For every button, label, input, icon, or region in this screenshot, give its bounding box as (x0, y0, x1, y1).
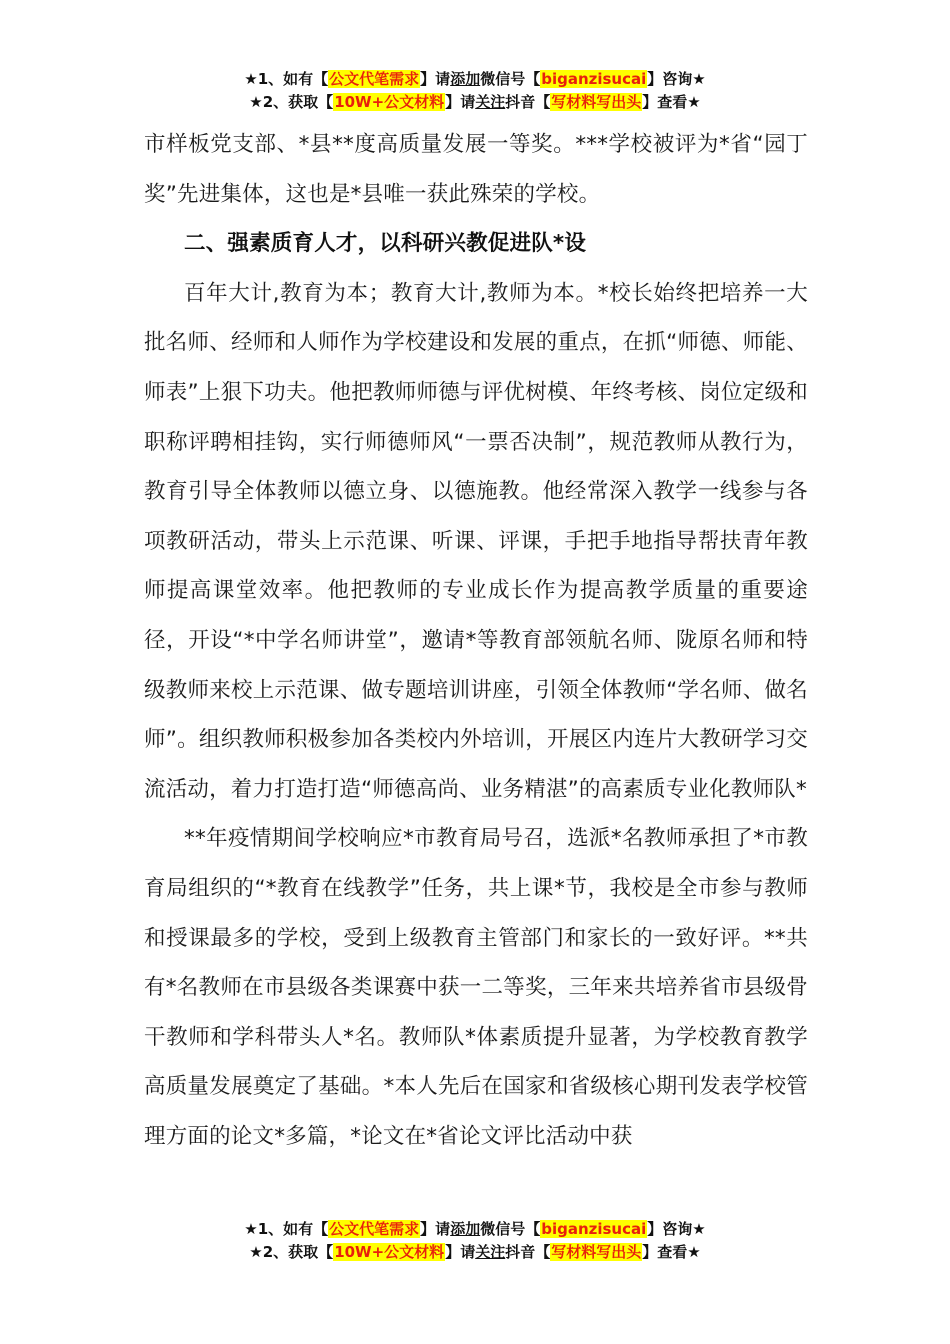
highlight-materials: 10W+公文材料 (334, 1243, 445, 1261)
highlight-service: 公文代笔需求 (329, 1220, 420, 1238)
document-body (144, 120, 808, 1161)
underlined-follow: 关注 (475, 1243, 506, 1261)
underlined-add: 添加 (450, 70, 481, 88)
banner-line-1: ★1、如有【公文代笔需求】请添加微信号【biganzisucai】咨询★ (244, 1220, 706, 1238)
banner-line-2: ★2、获取【10W+公文材料】请关注抖音【写材料写出头】查看★ (249, 93, 701, 111)
douyin-account: 写材料写出头 (551, 1243, 642, 1261)
paragraph-continued: 市样板党支部、*县**度高质量发展一等奖。***学校被评为*省“园丁奖”先进集体，这也是*县唯一获此殊荣的学校。 (144, 132, 808, 207)
wechat-id: biganzisucai (541, 70, 647, 88)
wechat-id: biganzisucai (541, 1220, 647, 1238)
underlined-add: 添加 (450, 1220, 481, 1238)
header-banner (0, 68, 950, 114)
underlined-follow: 关注 (475, 93, 506, 111)
highlight-service: 公文代笔需求 (329, 70, 420, 88)
footer-banner (0, 1218, 950, 1264)
douyin-account: 写材料写出头 (551, 93, 642, 111)
paragraph-teachers: 百年大计,教育为本；教育大计,教师为本。*校长始终把培养一大批名师、经师和人师作为学校建设和发展的重点，在抓“师德、师能、师表”上狠下功夫。他把教师师德与评优树模、年终考核、岗位定级和职称评聘相挂钩，实行师德师风“一票否决制”，规范教师从教行为，教育引导全体教师以德立身、以德施教。他经常深入教学一线参与各项教研活动，带头上示范课、听课、评课，手把手地指导帮扶青年教师提高课堂效率。他把教师的专业成长作为提高教学质量的重要途径，开设“*中学名师讲堂”，邀请*等教育部领航名师、陇原名师和特级教师来校上示范课、做专题培训讲座，引领全体教师“学名师、做名师”。组织教师积极参加各类校内外培训，开展区内连片大教研学习交流活动，着力打造打造“师德高尚、业务精湛”的高素质专业化教师队* (144, 280, 808, 802)
banner-line-1: ★1、如有【公文代笔需求】请添加微信号【biganzisucai】咨询★ (244, 70, 706, 88)
section-heading: 二、强素质育人才，以科研兴教促进队*设 (184, 231, 587, 257)
paragraph-pandemic: **年疫情期间学校响应*市教育局号召，选派*名教师承担了*市教育局组织的“*教育在线教学”任务，共上课*节，我校是全市参与教师和授课最多的学校，受到上级教育主管部门和家长的一致好评。**共有*名教师在市县级各类课赛中获一二等奖，三年来共培养省市县级骨干教师和学科带头人*名。教师队*体素质提升显著，为学校教育教学高质量发展奠定了基础。*本人先后在国家和省级核心期刊发表学校管理方面的论文*多篇，*论文在*省论文评比活动中获 (144, 826, 808, 1149)
highlight-materials: 10W+公文材料 (334, 93, 445, 111)
banner-line-2: ★2、获取【10W+公文材料】请关注抖音【写材料写出头】查看★ (249, 1243, 701, 1261)
